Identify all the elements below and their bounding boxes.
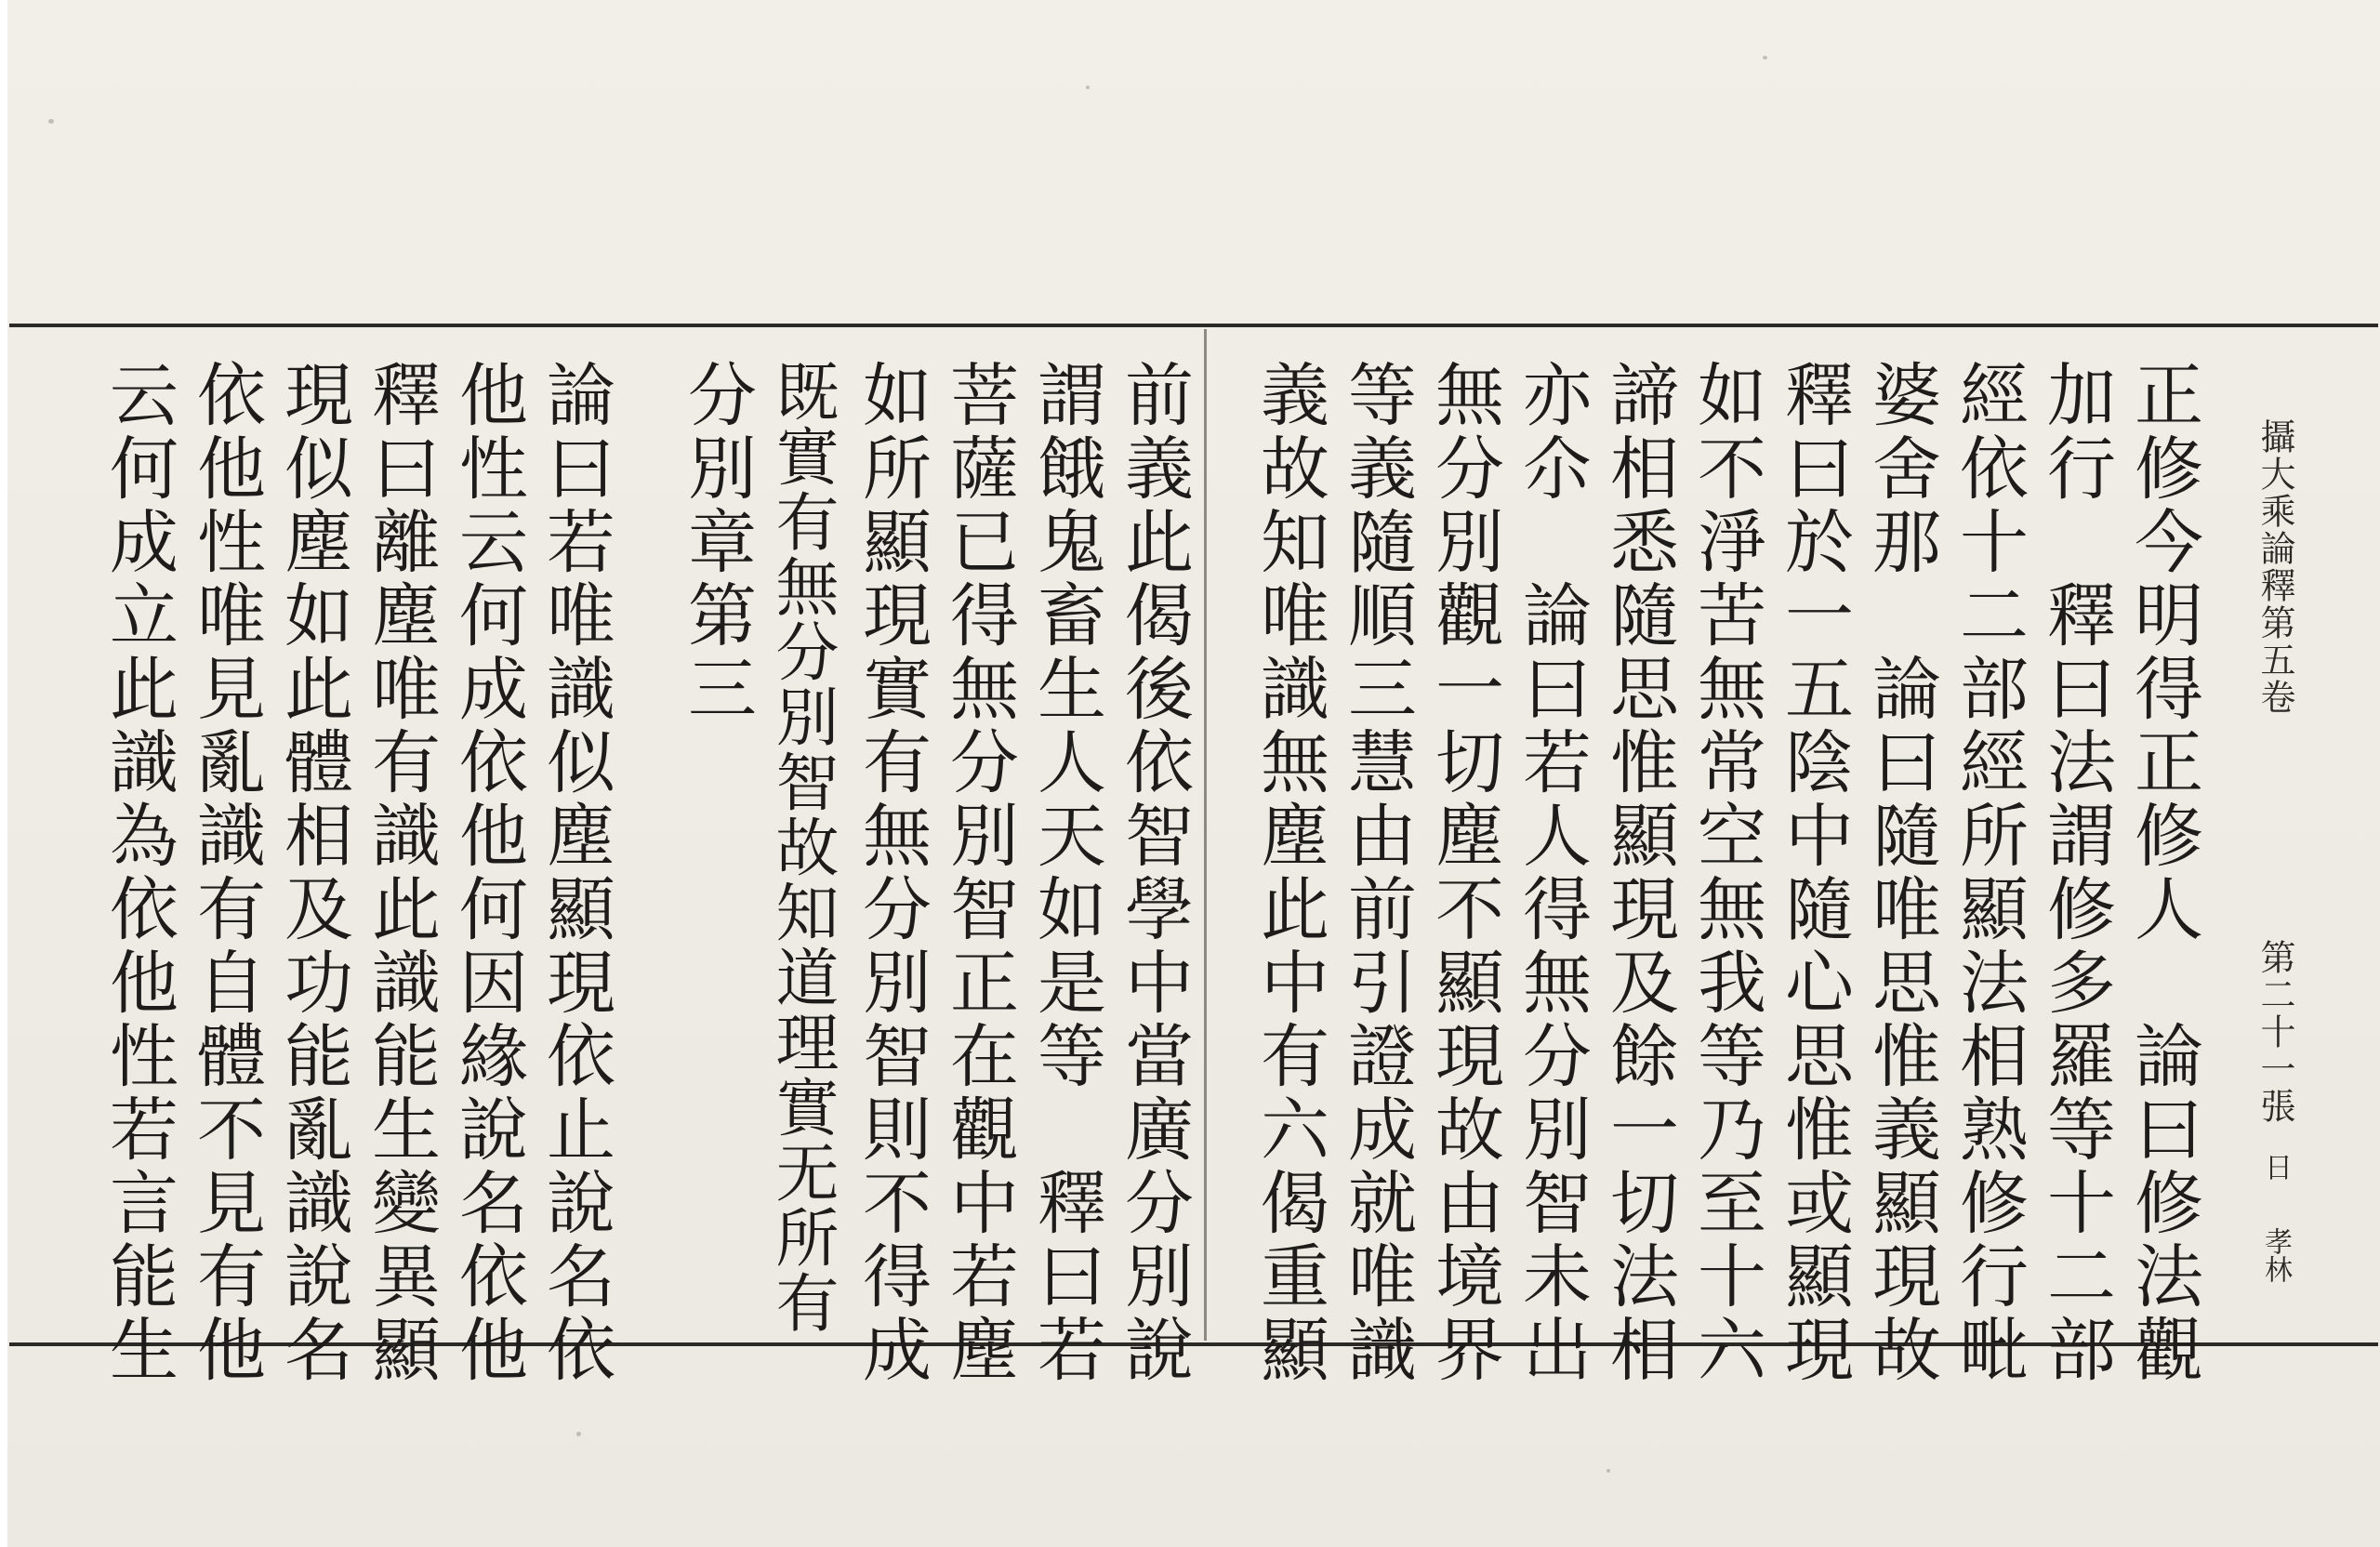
- text-column-13: 謂餓鬼畜生人天如是等 釋曰若: [1026, 359, 1106, 1387]
- text-column-10: 等義隨順三慧由前引證成就唯識: [1337, 359, 1417, 1387]
- text-column-12: 前義此偈後依智學中當廣分別說: [1114, 359, 1194, 1387]
- margin-page-number: 第二十一張: [2254, 939, 2295, 1125]
- chapter-heading: 分別章第三: [677, 359, 757, 726]
- text-column-21: 現似塵如此體相及功能亂識說名: [273, 359, 353, 1387]
- margin-title: 攝大乘論釋第五卷: [2254, 418, 2295, 716]
- text-column-4: 婆舍那 論曰隨唯思惟義顯現故: [1861, 359, 1941, 1387]
- top-border-rule: [9, 324, 2378, 327]
- text-column-2: 加行 釋曰法謂修多羅等十二部: [2036, 359, 2116, 1387]
- text-column-6: 如不淨苦無常空無我等乃至十六: [1686, 359, 1766, 1387]
- text-column-19: 他性云何成依他何因緣說名依他: [448, 359, 528, 1387]
- page-fold-line: [1204, 329, 1207, 1341]
- text-column-5: 釋曰於一五陰中隨心思惟或顯現: [1774, 359, 1854, 1387]
- margin-mark: 日: [2259, 1153, 2292, 1181]
- text-column-9: 無分別觀一切塵不顯現故由境界: [1424, 359, 1504, 1387]
- text-column-14: 菩薩已得無分別智正在觀中若塵: [939, 359, 1019, 1387]
- text-column-11: 義故知唯識無塵此中有六偈重顯: [1250, 359, 1329, 1387]
- text-column-3: 經依十二部經所顯法相熟修行毗: [1949, 359, 2029, 1387]
- text-column-23: 云何成立此識為依他性若言能生: [99, 359, 178, 1387]
- text-column-1: 正修今明得正修人 論曰修法觀: [2123, 359, 2203, 1387]
- text-column-15: 如所顯現實有無分別智則不得成: [852, 359, 932, 1387]
- text-column-22: 依他性唯見亂識有自體不見有他: [186, 359, 266, 1387]
- text-column-20: 釋曰離塵唯有識此識能生變異顯: [361, 359, 441, 1387]
- text-column-8: 亦尒 論曰若人得無分別智未出: [1512, 359, 1592, 1387]
- text-column-16: 既實有無分別智故知道理實无所有: [765, 359, 839, 1335]
- margin-carver-name: 孝林: [2259, 1227, 2292, 1283]
- text-column-18: 論曰若唯識似塵顯現依止說名依: [536, 359, 615, 1387]
- text-column-7: 諦相悉隨思惟顯現及餘一切法相: [1599, 359, 1679, 1387]
